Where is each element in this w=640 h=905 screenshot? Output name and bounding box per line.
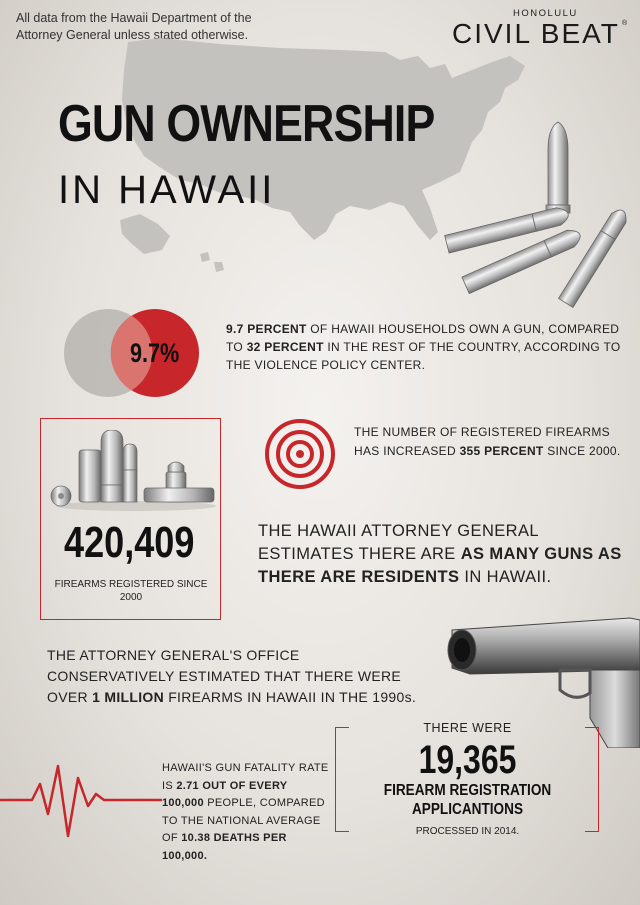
- title-line-2: IN HAWAII: [58, 168, 276, 212]
- heartbeat-icon: [0, 748, 162, 848]
- source-note: All data from the Hawaii Department of the Attorney General unless stated otherwise.: [16, 11, 252, 42]
- household-stat-text: 9.7 PERCENT OF HAWAII HOUSEHOLDS OWN A GUN, COMPARED TO 32 PERCENT IN THE REST OF THE COUNTRY, ACCORDING TO THE VIOLENCE POLICY CENTER.: [226, 322, 621, 372]
- nineties-stat-text: THE ATTORNEY GENERAL'S OFFICE CONSERVATIVELY ESTIMATED THAT THERE WERE OVER 1 MILLION FIREARMS IN HAWAII IN THE 1990s.: [47, 647, 417, 705]
- title-line-1: GUN OWNERSHIP: [58, 95, 435, 153]
- target-icon: [264, 418, 336, 490]
- estimate-stat-text: THE HAWAII ATTORNEY GENERAL ESTIMATES THERE ARE AS MANY GUNS AS THERE ARE RESIDENTS IN HAWAII.: [258, 522, 622, 586]
- household-percent-label: 9.7%: [130, 338, 180, 368]
- brand-civil-beat-logo: CIVIL BEAT: [452, 18, 620, 49]
- applications-footer: PROCESSED IN 2014.: [415, 826, 520, 837]
- fatality-stat-text: HAWAII'S GUN FATALITY RATE IS 2.71 OUT OF EVERY 100,000 PEOPLE, COMPARED TO THE NATIONAL AVERAGE OF 10.38 DEATHS PER 100,000.: [162, 762, 329, 862]
- applications-intro: THERE WERE: [423, 721, 512, 735]
- ammo-image: [46, 430, 221, 515]
- increase-stat-text: THE NUMBER OF REGISTERED FIREARMS HAS INCREASED 355 PERCENT SINCE 2000.: [354, 425, 621, 458]
- applications-label: FIREARM REGISTRATION APPLICANTIONS: [383, 782, 552, 818]
- registered-firearms-number: 420,409: [64, 518, 195, 567]
- registered-firearms-label: FIREARMS REGISTERED SINCE 2000: [54, 579, 208, 603]
- applications-bracket-right: [585, 727, 599, 832]
- brand-honolulu: HONOLULU: [513, 8, 578, 19]
- applications-number: 19,365: [418, 738, 517, 782]
- bullets-image: [430, 120, 640, 310]
- applications-bracket-left: [335, 727, 349, 832]
- brand-registered-mark: ®: [622, 20, 628, 27]
